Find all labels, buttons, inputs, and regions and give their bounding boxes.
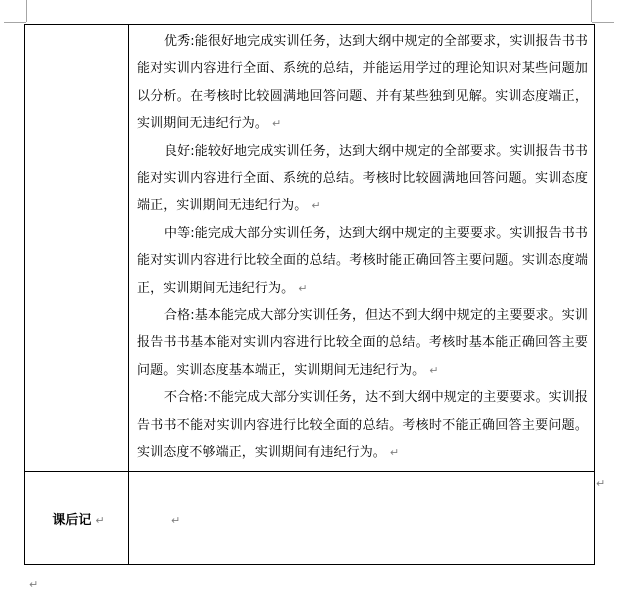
grading-paragraph (137, 384, 588, 466)
grading-row (25, 25, 595, 472)
after-class-label: 课后记 ↵ (52, 512, 105, 528)
grading-paragraph (137, 220, 588, 302)
grade-description: 能完成大部分实训任务，达到大纲中规定的主要要求。实训报告书书能对实训内容进行比较全面的总结。考核时能正确回答主要问题。实训态度端正，实训期间无违纪行为。 (137, 225, 588, 296)
document-end-mark: ↵ (29, 578, 39, 591)
grade-title: 合格: (164, 308, 195, 324)
grading-content-cell[interactable] (129, 25, 595, 472)
paragraph-mark: ↵ (298, 281, 308, 295)
grading-paragraph (137, 138, 588, 220)
grading-paragraph (137, 28, 588, 138)
paragraph-mark: ↵ (311, 199, 321, 213)
grade-description: 能很好地完成实训任务，达到大纲中规定的全部要求，实训报告书书能对实训内容进行全面、系统的总结，并能运用学过的理论知识对某些问题加以分析。在考核时比较圆满地回答问题、并有某些独到见解。实训态度端正，实训期间无违纪行为。 (137, 34, 588, 132)
crop-mark-top-left-h (4, 22, 26, 23)
row-end-mark: ↵ (596, 477, 606, 490)
grade-title: 优秀: (164, 34, 195, 49)
grade-title: 中等: (164, 225, 195, 241)
grade-description: 能较好地完成实训任务，达到大纲中规定的全部要求。实训报告书书能对实训内容进行全面、系统的总结。考核时比较圆满地回答问题。实训态度端正，实训期间无违纪行为。 (137, 143, 588, 214)
crop-mark-top-left-v (26, 0, 27, 22)
grading-label-cell[interactable] (25, 25, 129, 472)
grade-title: 良好: (164, 143, 195, 159)
after-class-row (25, 472, 595, 565)
grade-description: 不能完成大部分实训任务，达不到大纲中规定的主要要求。实训报告书书不能对实训内容进行比较全面的总结。考核时不能正确回答主要问题。实训态度不够端正，实训期间有违纪行为。 (137, 390, 588, 461)
crop-mark-top-right-v (591, 0, 592, 22)
crop-mark-top-right-h (592, 22, 614, 23)
after-class-label-cell[interactable] (25, 472, 129, 565)
paragraph-mark: ↵ (171, 514, 181, 527)
grade-description: 基本能完成大部分实训任务，但达不到大纲中规定的主要要求。实训报告书书基本能对实训内容进行比较全面的总结。考核时基本能正确回答主要问题。实训态度基本端正，实训期间无违纪行为。 (137, 308, 588, 378)
paragraph-mark: ↵ (389, 446, 400, 460)
paragraph-mark: ↵ (272, 117, 282, 131)
grading-paragraph (137, 302, 588, 384)
after-class-content-cell[interactable] (129, 472, 595, 565)
grade-title: 不合格: (164, 390, 208, 406)
paragraph-mark: ↵ (429, 363, 439, 377)
evaluation-table (24, 24, 595, 565)
grading-criteria (129, 25, 594, 467)
